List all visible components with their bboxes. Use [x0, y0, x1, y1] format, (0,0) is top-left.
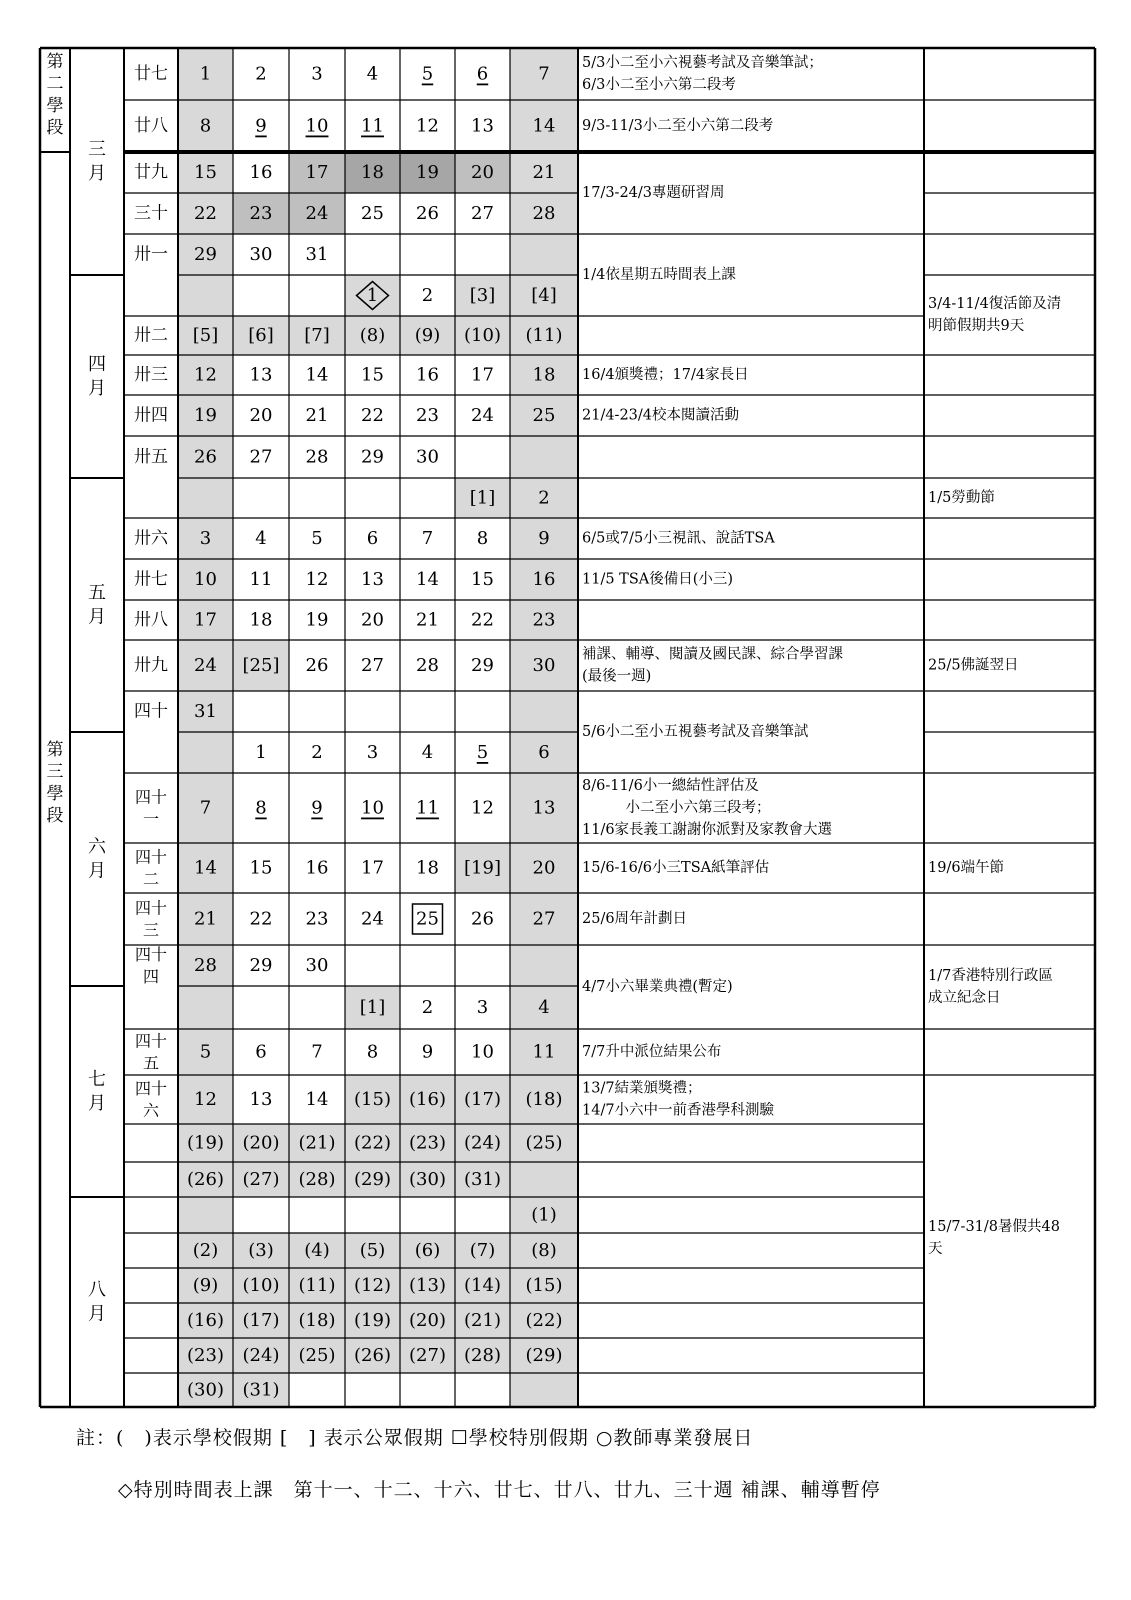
week-label: 卅六: [134, 528, 168, 549]
event-text-line: 9/3-11/3小二至小六第二段考: [582, 118, 774, 134]
day-number: 12: [194, 1089, 217, 1110]
day-number: 25: [361, 203, 384, 224]
day-number: (9): [414, 325, 441, 346]
event-text-line: 6/3小二至小六第二段考: [582, 77, 736, 93]
day-number: 14: [305, 1089, 329, 1110]
event-text: [582, 1079, 775, 1119]
day-number: (5): [359, 1240, 386, 1261]
day-number: 3: [366, 742, 379, 763]
day-number: 20: [471, 162, 494, 183]
week-label: 卅七: [134, 569, 168, 590]
day-number: 24: [471, 405, 494, 426]
holiday-text: [928, 295, 1061, 334]
day-number: 8: [366, 1041, 379, 1063]
day-number: (26): [354, 1345, 391, 1366]
day-number: 22: [471, 609, 494, 631]
term-label-2-char: 學: [46, 96, 64, 116]
event-text-line: 7/7升中派位結果公布: [582, 1044, 722, 1060]
day-number: [25]: [242, 655, 280, 676]
day-number: [19]: [464, 857, 501, 879]
holiday-text-line: 天: [928, 1241, 943, 1257]
holiday-text-line: 15/7-31/8暑假共48: [928, 1219, 1060, 1235]
day-number: 18: [532, 364, 556, 386]
day-number: 21: [305, 405, 329, 426]
day-number: 9: [311, 797, 323, 819]
day-number: (24): [242, 1345, 280, 1366]
day-number: 14: [305, 364, 329, 386]
day-number: 6: [366, 528, 379, 549]
event-text-line: 8/6-11/6小一總結性評估及: [582, 778, 759, 794]
day-number: 30: [249, 244, 273, 265]
day-number: 24: [194, 655, 217, 676]
day-number: [5]: [192, 325, 219, 346]
event-text: [582, 645, 843, 685]
day-number: 27: [532, 908, 556, 930]
day-number: 28: [194, 955, 217, 976]
day-number: 16: [305, 857, 329, 879]
day-number: 10: [194, 569, 217, 590]
day-number: (18): [525, 1089, 563, 1110]
day-number: 18: [416, 857, 439, 879]
weekend-cell: [178, 986, 233, 1029]
weekend-cell: [510, 234, 578, 275]
day-number: (20): [409, 1310, 446, 1331]
day-number: 12: [416, 115, 439, 137]
day-number: 15: [194, 162, 217, 183]
event-text: [582, 571, 733, 588]
week-label: 四: [142, 967, 160, 986]
holiday-text: [928, 657, 1019, 674]
term-label-2-char: 二: [46, 74, 64, 94]
event-text-line: 11/6家長義工謝謝你派對及家教會大選: [582, 822, 833, 838]
week-label: 卅二: [134, 325, 168, 346]
day-number: 8: [255, 797, 267, 819]
holiday-text-line: 明節假期共9天: [928, 318, 1025, 334]
event-text: [582, 406, 740, 424]
day-number: 4: [421, 742, 434, 763]
month-label: [88, 1069, 106, 1114]
week-label: 廿九: [134, 162, 168, 183]
day-number: 23: [532, 609, 556, 631]
day-number: 13: [249, 364, 273, 386]
day-number: (31): [242, 1379, 280, 1401]
day-number: 14: [416, 569, 439, 590]
day-number: 17: [305, 162, 329, 183]
day-number: 23: [416, 405, 439, 426]
holiday-text-line: 1/7香港特別行政區: [928, 968, 1053, 984]
day-number: (13): [409, 1275, 446, 1296]
day-number: 19: [416, 162, 439, 183]
day-number: 6: [476, 63, 489, 85]
day-number: (23): [187, 1345, 224, 1366]
day-number: (27): [409, 1345, 446, 1366]
day-number: 16: [532, 569, 556, 590]
day-number: (21): [464, 1310, 501, 1331]
day-number: 25: [416, 908, 439, 930]
day-number: (25): [298, 1345, 336, 1366]
day-number: 8: [199, 115, 212, 137]
day-number: 13: [361, 569, 384, 590]
week-label: 二: [142, 869, 160, 889]
term-label-3-char: 段: [46, 806, 64, 826]
day-number: 21: [416, 609, 439, 631]
month-char: 五: [88, 582, 106, 604]
day-number: 15: [249, 857, 273, 879]
event-text: [582, 365, 749, 383]
day-number: (23): [409, 1132, 446, 1154]
day-number: 10: [305, 115, 329, 137]
day-number: 28: [416, 655, 439, 676]
week-label: 四十: [134, 787, 168, 807]
event-text-line: 21/4-23/4校本閱讀活動: [582, 407, 740, 424]
day-number: (8): [531, 1240, 557, 1261]
day-number: 26: [194, 446, 217, 468]
month-char: 六: [88, 836, 106, 858]
weekend-cell: [510, 1162, 578, 1197]
day-number: 2: [311, 742, 323, 763]
week-label: 四十: [134, 898, 168, 918]
day-number: 17: [471, 364, 494, 386]
day-number: 4: [538, 997, 550, 1018]
day-number: 11: [416, 797, 439, 819]
month-label: [88, 354, 106, 399]
day-number: 7: [311, 1041, 323, 1063]
week-label: 五: [142, 1053, 160, 1073]
day-number: 18: [361, 162, 384, 183]
day-number: 2: [538, 487, 550, 509]
day-number: 12: [194, 364, 217, 386]
day-number: 26: [305, 655, 329, 676]
day-number: 2: [255, 63, 267, 85]
day-number: 5: [476, 742, 489, 763]
day-number: 9: [538, 528, 550, 549]
day-number: 19: [194, 405, 217, 426]
day-number: 8: [476, 528, 489, 549]
month-char: 七: [88, 1069, 106, 1090]
day-number: 10: [471, 1041, 494, 1063]
day-number: (29): [525, 1345, 563, 1366]
day-number: (24): [464, 1132, 501, 1154]
week-label: 四十: [134, 945, 168, 964]
day-number: (30): [187, 1379, 224, 1401]
weekend-cell: [178, 1197, 233, 1233]
day-number: 1: [199, 63, 212, 85]
day-number: 2: [421, 285, 434, 306]
event-text: 4/7小六畢業典禮(暫定): [582, 979, 733, 995]
event-text-line: 5/3小二至小六視藝考試及音樂筆試；: [582, 55, 823, 71]
day-number: (15): [354, 1089, 391, 1110]
day-number: 21: [194, 908, 217, 930]
day-number: (10): [464, 325, 501, 346]
month-char: 月: [88, 1303, 106, 1325]
weekend-cell: [178, 275, 233, 316]
day-number: (21): [298, 1132, 336, 1154]
day-number: 18: [249, 609, 273, 631]
event-text-line: 6/5或7/5小三視訊、說話TSA: [582, 530, 775, 547]
day-number: 29: [471, 655, 494, 676]
day-number: 12: [305, 569, 329, 590]
day-number: (22): [354, 1132, 391, 1154]
day-number: 6: [538, 742, 550, 763]
day-number: 5: [311, 528, 323, 549]
weekend-cell: [510, 436, 578, 478]
day-number: 29: [249, 955, 273, 976]
day-number: (6): [414, 1240, 441, 1261]
day-number: 22: [249, 908, 273, 930]
day-number: 2: [421, 997, 434, 1018]
day-number: 4: [366, 63, 379, 85]
day-number: 11: [532, 1041, 556, 1063]
day-number: 20: [361, 609, 384, 631]
event-text: 5/6小二至小五視藝考試及音樂筆試: [582, 724, 809, 740]
holiday-text-line: 成立紀念日: [928, 990, 1001, 1006]
day-number: (2): [192, 1240, 219, 1261]
day-number: 3: [476, 997, 489, 1018]
day-number: (16): [187, 1310, 224, 1331]
day-number: (28): [298, 1169, 336, 1190]
day-number: 23: [249, 203, 273, 224]
event-text: [582, 859, 769, 876]
month-char: 四: [88, 354, 106, 375]
holiday-text-line: 3/4-11/4復活節及清: [928, 296, 1062, 312]
day-number: 15: [361, 364, 384, 386]
day-number: 12: [471, 797, 494, 819]
day-number: (4): [304, 1240, 330, 1261]
month-label: [88, 837, 107, 882]
week-label: 卅九: [134, 655, 168, 676]
week-label: 卅一: [134, 244, 168, 265]
day-number: 26: [416, 203, 439, 224]
month-label: [88, 139, 106, 184]
day-number: 31: [305, 244, 329, 265]
day-number: (10): [242, 1275, 280, 1296]
day-number: (20): [242, 1132, 280, 1154]
legend-line-1: 註：( )表示學校假期 [ ] 表示公眾假期 ☐學校特別假期 ○教師專業發展日: [76, 1427, 754, 1449]
day-number: (19): [187, 1132, 224, 1154]
day-number: 16: [416, 364, 439, 386]
day-number: 17: [361, 857, 384, 879]
weekend-cell: [510, 945, 578, 986]
day-number: 3: [199, 528, 212, 549]
month-label: [88, 583, 106, 628]
day-number: (8): [359, 325, 386, 346]
day-number: (12): [354, 1275, 391, 1296]
day-number: 13: [249, 1089, 273, 1110]
day-number: 26: [471, 908, 494, 930]
day-number: 25: [532, 405, 556, 426]
day-number: 30: [305, 955, 329, 976]
month-char: 月: [88, 860, 106, 882]
holiday-text: [928, 1218, 1060, 1257]
event-text: 17/3-24/3專題研習周: [582, 185, 725, 201]
event-text-line: 25/6周年計劃日: [582, 911, 688, 927]
day-number: 9: [421, 1041, 434, 1063]
holiday-text: [928, 859, 1004, 876]
week-label: 四十: [134, 847, 168, 867]
day-number: 29: [194, 244, 217, 265]
day-number: 13: [532, 797, 556, 819]
day-number: 21: [532, 162, 556, 183]
day-number: 5: [421, 63, 434, 85]
week-label: 卅三: [134, 365, 168, 385]
event-text-line: 小二至小六第三段考；: [582, 800, 771, 816]
day-number: 6: [255, 1041, 267, 1063]
holiday-text-line: 1/5勞動節: [928, 490, 995, 506]
day-number: (26): [187, 1169, 224, 1190]
event-text-line: 補課、輔導、閱讀及國民課、綜合學習課: [582, 646, 843, 663]
day-number: 5: [199, 1041, 212, 1063]
term-label-2-char: 段: [46, 118, 64, 138]
day-number: 4: [255, 528, 267, 549]
week-label: 三: [142, 920, 160, 940]
day-number: (18): [298, 1310, 336, 1331]
weekend-cell: [510, 691, 578, 732]
week-label: 卅四: [134, 405, 168, 426]
week-label: 四十: [134, 701, 168, 722]
event-text-line: 15/6-16/6小三TSA紙筆評估: [582, 860, 770, 876]
weekend-cell: [178, 732, 233, 773]
event-text: [582, 1043, 721, 1060]
day-number: 20: [532, 857, 556, 879]
day-number: (25): [525, 1132, 563, 1154]
term-label-3-char: 第: [46, 740, 64, 760]
day-number: 28: [305, 446, 329, 468]
week-label: 三十: [134, 203, 168, 224]
day-number: 19: [305, 609, 329, 631]
holiday-text: [928, 966, 1053, 1006]
day-number: (11): [525, 325, 563, 346]
event-text-line: 16/4頒獎禮；17/4家長日: [582, 367, 749, 383]
day-number: 1: [255, 742, 267, 763]
weekend-cell: [178, 478, 233, 518]
day-number: 31: [194, 701, 217, 722]
term-label-3-char: 學: [46, 784, 64, 804]
month-char: 三: [88, 139, 106, 160]
day-number: 10: [361, 797, 384, 819]
week-label: 卅五: [134, 447, 168, 467]
day-number: 20: [249, 405, 273, 426]
event-text: 1/4依星期五時間表上課: [582, 267, 736, 283]
month-char: 月: [88, 1093, 106, 1114]
day-number: [1]: [469, 487, 496, 509]
day-number: (15): [525, 1275, 563, 1296]
day-number: (30): [409, 1169, 446, 1190]
day-number: 14: [532, 115, 556, 137]
weekend-cell: [510, 1373, 578, 1407]
day-number: 27: [249, 446, 273, 468]
event-text: [582, 53, 823, 93]
day-number: 3: [311, 63, 323, 85]
week-label: 廿八: [134, 116, 168, 136]
day-number: (7): [469, 1240, 496, 1261]
day-number: [3]: [469, 285, 496, 306]
day-number: [4]: [531, 285, 557, 306]
legend-line-2: ◇特別時間表上課 第十一、十二、十六、廿七、廿八、廿九、三十週 補課、輔導暫停: [118, 1479, 881, 1501]
week-label: 四十: [134, 1031, 168, 1051]
event-text-line: 14/7小六中一前香港學科測驗: [582, 1102, 775, 1119]
day-number: 28: [532, 203, 556, 224]
day-number: (3): [248, 1240, 274, 1261]
day-number: 16: [249, 162, 273, 183]
holiday-text-line: 19/6端午節: [928, 860, 1005, 876]
day-number: 30: [416, 446, 439, 468]
day-number: 15: [471, 569, 494, 590]
week-label: 一: [142, 809, 160, 829]
day-number: 11: [249, 569, 273, 590]
day-number: (19): [354, 1310, 391, 1331]
day-number: (22): [525, 1310, 563, 1331]
day-number: 9: [255, 115, 267, 137]
day-number: 7: [199, 797, 212, 819]
day-number: 22: [194, 203, 217, 224]
day-number: 23: [305, 908, 329, 930]
day-number: 14: [194, 857, 217, 879]
day-number: [7]: [304, 325, 330, 346]
day-number: (17): [464, 1089, 501, 1110]
day-number: 11: [361, 115, 384, 137]
day-number: (28): [464, 1345, 501, 1366]
day-number: [6]: [248, 325, 274, 346]
day-number: 22: [361, 405, 384, 426]
holiday-text-line: 25/5佛誕翌日: [928, 657, 1019, 674]
event-text: [582, 530, 775, 547]
term-label-3-char: 三: [46, 762, 64, 782]
day-number: (1): [531, 1204, 557, 1226]
day-number: 17: [194, 609, 217, 631]
day-number: 27: [471, 203, 494, 224]
day-number: (11): [298, 1275, 336, 1296]
day-number: (14): [464, 1275, 501, 1296]
week-label: 廿七: [134, 64, 168, 84]
day-number: [1]: [359, 997, 386, 1018]
day-number: 1: [366, 285, 379, 306]
day-number: (31): [464, 1169, 501, 1190]
month-char: 八: [88, 1279, 106, 1301]
event-text: [582, 909, 687, 927]
month-label: [88, 1280, 106, 1325]
day-number: 29: [361, 446, 384, 468]
day-number: (29): [354, 1169, 391, 1190]
day-number: (27): [242, 1169, 280, 1190]
week-label: 四十: [134, 1079, 168, 1098]
day-number: 24: [305, 203, 329, 224]
day-number: 24: [361, 908, 384, 930]
month-char: 月: [88, 606, 106, 628]
day-number: 27: [361, 655, 384, 676]
event-text: [582, 777, 833, 838]
day-number: (16): [409, 1089, 446, 1110]
day-number: 7: [538, 63, 550, 85]
day-number: 30: [532, 655, 556, 676]
week-label: 六: [142, 1101, 160, 1120]
week-label: 卅八: [134, 610, 168, 630]
month-char: 月: [88, 163, 106, 184]
event-text: [582, 117, 773, 134]
event-text-line: 13/7結業頒獎禮；: [582, 1080, 702, 1097]
day-number: (9): [192, 1275, 219, 1296]
day-number: 13: [471, 115, 494, 137]
event-text-line: (最後一週): [582, 668, 652, 685]
day-number: 7: [421, 528, 434, 549]
day-number: (17): [242, 1310, 280, 1331]
term-label-2-char: 第: [46, 52, 64, 72]
month-char: 月: [88, 378, 106, 399]
event-text-line: 11/5 TSA後備日(小三): [582, 571, 734, 588]
holiday-text: [928, 488, 995, 506]
